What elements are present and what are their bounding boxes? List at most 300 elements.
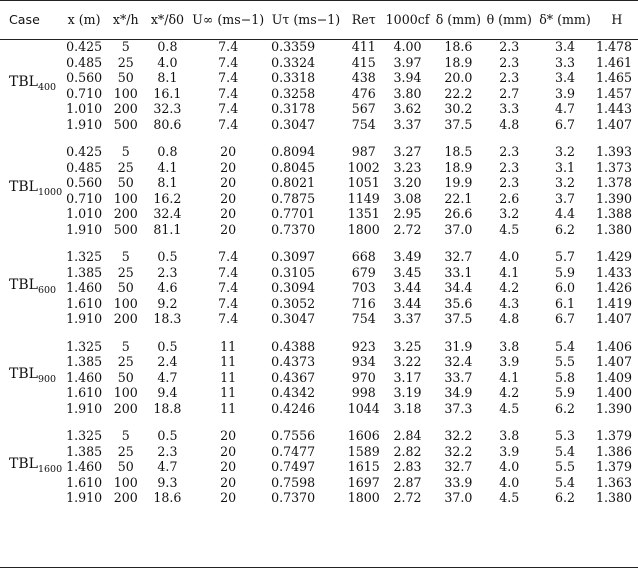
- table-cell: 1051: [347, 175, 380, 190]
- table-cell: 0.3359: [271, 39, 316, 54]
- table-cell: 679: [351, 264, 376, 280]
- table-cell: 1.393: [595, 144, 632, 159]
- table-cell: 1.390: [595, 190, 632, 206]
- table-cell: 2.4: [157, 354, 178, 369]
- table-cell: 0.8045: [271, 159, 316, 175]
- table-cell: 1.385: [66, 264, 103, 280]
- table-cell: 754: [351, 311, 376, 326]
- table-cell: 411: [351, 39, 376, 54]
- table-cell: 3.44: [393, 280, 422, 295]
- table-cell: 20: [220, 159, 237, 175]
- table-cell: 8.1: [157, 175, 178, 190]
- table-cell: 0.5: [157, 249, 178, 264]
- table-cell: 3.08: [393, 190, 422, 206]
- table-cell: 1.379: [595, 459, 632, 474]
- table-cell: 7.4: [218, 39, 239, 54]
- table-cell: 5.4: [554, 474, 575, 490]
- table-cell: 2.83: [393, 459, 422, 474]
- table-cell: 0.4373: [271, 354, 316, 369]
- table-cell: 0.4342: [271, 385, 316, 400]
- table-cell: 0.8: [157, 144, 178, 159]
- case-subscript: 400: [37, 82, 57, 94]
- table-cell: 7.4: [218, 249, 239, 264]
- table-cell: 1.386: [595, 443, 632, 459]
- table-cell: 2.3: [499, 159, 520, 175]
- group-gap: [0, 327, 638, 339]
- table-row: [0, 160, 638, 176]
- table-row: [0, 280, 638, 296]
- table-cell: 80.6: [153, 116, 182, 132]
- table-cell: 5.5: [554, 459, 575, 474]
- case-label: [0, 249, 62, 327]
- table-cell: 0.7598: [271, 474, 316, 490]
- table-cell: 1.406: [595, 338, 632, 354]
- table-cell: 1.010: [66, 206, 103, 221]
- table-cell: 81.1: [153, 221, 182, 237]
- table-cell: 4.2: [499, 385, 520, 400]
- header-H: H: [611, 12, 623, 27]
- table-cell: 5: [121, 338, 130, 354]
- table-cell: 970: [351, 369, 376, 385]
- table-row: [0, 428, 638, 444]
- table-row: [0, 175, 638, 191]
- case-label: [0, 39, 62, 132]
- table-cell: 3.80: [393, 85, 422, 101]
- table-cell: 4.8: [499, 116, 520, 132]
- table-cell: 11: [220, 400, 237, 416]
- table-cell: 20: [220, 459, 237, 474]
- table-cell: 1.379: [595, 428, 632, 443]
- table-cell: 25: [117, 54, 134, 70]
- table-cell: 1.390: [595, 400, 632, 416]
- table-cell: 703: [351, 280, 376, 295]
- table-cell: 25: [117, 159, 134, 175]
- table-bottom-rule: [0, 567, 638, 568]
- table-cell: 200: [113, 490, 138, 505]
- table-cell: 1.373: [595, 159, 632, 175]
- table-cell: 3.37: [393, 116, 422, 132]
- table-cell: 2.3: [499, 70, 520, 85]
- table-cell: 30.2: [444, 101, 473, 116]
- data-table: [0, 12, 638, 506]
- table-cell: 3.22: [393, 354, 422, 369]
- table-cell: 18.5: [444, 144, 473, 159]
- table-cell: 476: [351, 85, 376, 101]
- table-cell: 4.00: [393, 39, 422, 54]
- table-cell: 3.9: [499, 354, 520, 369]
- table-cell: 3.3: [499, 101, 520, 116]
- table-cell: 0.8094: [271, 144, 316, 159]
- table-cell: 1002: [347, 159, 380, 175]
- table-cell: 1.407: [595, 354, 632, 369]
- table-cell: 0.3047: [271, 311, 316, 326]
- table-cell: 18.3: [153, 311, 182, 326]
- table-cell: 0.3105: [271, 264, 316, 280]
- table-cell: 37.5: [444, 311, 473, 326]
- table-cell: 3.1: [554, 159, 575, 175]
- table-cell: 20: [220, 428, 237, 443]
- table-cell: 567: [351, 101, 376, 116]
- table-cell: 1615: [347, 459, 380, 474]
- table-cell: 0.3094: [271, 280, 316, 295]
- table-row: [0, 101, 638, 117]
- table-cell: 0.5: [157, 428, 178, 443]
- table-cell: 5: [121, 428, 130, 443]
- table-top-rule: [0, 0, 638, 1]
- table-cell: 3.18: [393, 400, 422, 416]
- table-cell: 9.4: [157, 385, 178, 400]
- table-cell: 20: [220, 175, 237, 190]
- header-xh: x*/h: [112, 12, 139, 27]
- table-cell: 1.610: [66, 474, 103, 490]
- table-cell: 1.010: [66, 101, 103, 116]
- table-cell: 33.1: [444, 264, 473, 280]
- table-row: [0, 354, 638, 370]
- table-cell: 2.3: [499, 54, 520, 70]
- table-cell: 1.385: [66, 443, 103, 459]
- table-cell: 3.2: [554, 175, 575, 190]
- table-cell: 3.45: [393, 264, 422, 280]
- table-cell: 4.1: [499, 264, 520, 280]
- table-cell: 20: [220, 474, 237, 490]
- table-cell: 3.9: [554, 85, 575, 101]
- table-cell: 31.9: [444, 338, 473, 354]
- table-cell: 1.380: [595, 221, 632, 237]
- table-cell: 50: [117, 369, 134, 385]
- table-cell: 11: [220, 338, 237, 354]
- table-cell: 4.7: [157, 459, 178, 474]
- table-cell: 32.7: [444, 249, 473, 264]
- table-cell: 9.3: [157, 474, 178, 490]
- table-row: [0, 191, 638, 207]
- table-cell: 50: [117, 70, 134, 85]
- table-cell: 1.610: [66, 385, 103, 400]
- table-cell: 5: [121, 39, 130, 54]
- table-cell: 2.72: [393, 490, 422, 505]
- table-row: [0, 385, 638, 401]
- table-cell: 2.3: [157, 264, 178, 280]
- table-cell: 4.0: [499, 249, 520, 264]
- header-cf: 1000cf: [385, 12, 430, 27]
- table-cell: 4.2: [499, 280, 520, 295]
- table-cell: 50: [117, 175, 134, 190]
- case-name: TBL: [9, 276, 38, 293]
- table-cell: 0.560: [66, 70, 103, 85]
- table-cell: 4.6: [157, 280, 178, 295]
- table-cell: 1.409: [595, 369, 632, 385]
- table-row: [0, 117, 638, 133]
- table-cell: 1.610: [66, 295, 103, 311]
- table-cell: 4.7: [554, 101, 575, 116]
- table-cell: 4.8: [499, 311, 520, 326]
- table-cell: 0.710: [66, 190, 103, 206]
- table-cell: 1.460: [66, 369, 103, 385]
- table-cell: 16.2: [153, 190, 182, 206]
- table-cell: 2.72: [393, 221, 422, 237]
- table-cell: 4.0: [499, 474, 520, 490]
- table-header: [0, 12, 638, 39]
- table-cell: 0.3258: [271, 85, 316, 101]
- table-row: [0, 490, 638, 506]
- table-cell: 7.4: [218, 311, 239, 326]
- table-cell: 100: [113, 385, 138, 400]
- table-cell: 0.7370: [271, 490, 316, 505]
- table-cell: 26.6: [444, 206, 473, 221]
- table-cell: 1.407: [595, 116, 632, 132]
- table-cell: 1.910: [66, 116, 103, 132]
- table-cell: 0.7556: [271, 428, 316, 443]
- table-cell: 3.4: [554, 70, 575, 85]
- case-subscript: 600: [37, 284, 57, 296]
- table-cell: 1.910: [66, 221, 103, 237]
- table-cell: 11: [220, 385, 237, 400]
- table-cell: 4.5: [499, 490, 520, 505]
- case-subscript: 1600: [37, 463, 63, 475]
- table-cell: 4.1: [499, 369, 520, 385]
- case-name: TBL: [9, 179, 38, 196]
- table-cell: 5: [121, 144, 130, 159]
- table-cell: 2.7: [499, 85, 520, 101]
- table-cell: 500: [113, 116, 138, 132]
- group-gap: [0, 416, 638, 428]
- table-cell: 20: [220, 443, 237, 459]
- table-cell: 2.3: [499, 175, 520, 190]
- table-cell: 200: [113, 311, 138, 326]
- table-cell: 5.9: [554, 264, 575, 280]
- table-cell: 32.7: [444, 459, 473, 474]
- table-row: [0, 459, 638, 475]
- table-cell: 0.3097: [271, 249, 316, 264]
- table-cell: 6.7: [554, 116, 575, 132]
- table-cell: 50: [117, 459, 134, 474]
- table-cell: 1.910: [66, 400, 103, 416]
- table-cell: 1.325: [66, 338, 103, 354]
- table-cell: 20: [220, 490, 237, 505]
- table-cell: 3.8: [499, 428, 520, 443]
- table-cell: 3.23: [393, 159, 422, 175]
- table-cell: 0.710: [66, 85, 103, 101]
- table-cell: 0.7477: [271, 443, 316, 459]
- table-cell: 1.443: [595, 101, 632, 116]
- table-cell: 18.9: [444, 54, 473, 70]
- case-subscript: 900: [37, 373, 57, 385]
- table-cell: 33.9: [444, 474, 473, 490]
- table-cell: 3.9: [499, 443, 520, 459]
- table-cell: 1.910: [66, 490, 103, 505]
- table-cell: 1.457: [595, 85, 632, 101]
- table-cell: 0.4246: [271, 400, 316, 416]
- table-cell: 32.3: [153, 101, 182, 116]
- table-cell: 32.4: [153, 206, 182, 221]
- table-cell: 0.7370: [271, 221, 316, 237]
- table-cell: 4.5: [499, 221, 520, 237]
- header-re: Reτ: [351, 12, 376, 27]
- table-row: [0, 144, 638, 160]
- case-label: [0, 428, 62, 506]
- table-cell: 1.426: [595, 280, 632, 295]
- group-gap: [0, 237, 638, 249]
- table-cell: 7.4: [218, 101, 239, 116]
- table-cell: 3.49: [393, 249, 422, 264]
- table-cell: 3.2: [554, 144, 575, 159]
- case-name: TBL: [9, 366, 38, 383]
- table-cell: 0.3052: [271, 295, 316, 311]
- table-cell: 2.95: [393, 206, 422, 221]
- table-cell: 1.433: [595, 264, 632, 280]
- table-cell: 1.461: [595, 54, 632, 70]
- table-cell: 7.4: [218, 264, 239, 280]
- table-cell: 1697: [347, 474, 380, 490]
- table-cell: 32.4: [444, 354, 473, 369]
- table-cell: 2.3: [157, 443, 178, 459]
- case-name: TBL: [9, 74, 38, 91]
- table-cell: 1.910: [66, 311, 103, 326]
- table-cell: 4.0: [157, 54, 178, 70]
- table-cell: 5.4: [554, 443, 575, 459]
- table-cell: 716: [351, 295, 376, 311]
- table-cell: 8.1: [157, 70, 178, 85]
- table-cell: 11: [220, 369, 237, 385]
- table-row: [0, 475, 638, 491]
- table-cell: 6.7: [554, 311, 575, 326]
- table-cell: 18.9: [444, 159, 473, 175]
- table-cell: 20: [220, 144, 237, 159]
- table-cell: 34.9: [444, 385, 473, 400]
- table-cell: 0.4367: [271, 369, 316, 385]
- table-cell: 3.20: [393, 175, 422, 190]
- table-cell: 1.460: [66, 459, 103, 474]
- table-cell: 0.3047: [271, 116, 316, 132]
- table-cell: 100: [113, 295, 138, 311]
- table-cell: 0.3324: [271, 54, 316, 70]
- case-label: [0, 339, 62, 417]
- table-cell: 923: [351, 338, 376, 354]
- table-row: [0, 206, 638, 222]
- table-cell: 1589: [347, 443, 380, 459]
- table-cell: 37.0: [444, 221, 473, 237]
- table-cell: 1.460: [66, 280, 103, 295]
- table-cell: 5.9: [554, 385, 575, 400]
- table-cell: 25: [117, 264, 134, 280]
- table-cell: 34.4: [444, 280, 473, 295]
- table-cell: 1800: [347, 221, 380, 237]
- table-cell: 1149: [347, 190, 380, 206]
- header-case: Case: [9, 12, 40, 27]
- table-cell: 1.325: [66, 249, 103, 264]
- table-cell: 7.4: [218, 70, 239, 85]
- table-cell: 987: [351, 144, 376, 159]
- table-cell: 3.94: [393, 70, 422, 85]
- table-cell: 1.380: [595, 490, 632, 505]
- table-cell: 3.7: [554, 190, 575, 206]
- table-cell: 100: [113, 190, 138, 206]
- table-cell: 998: [351, 385, 376, 400]
- table-row: [0, 249, 638, 265]
- table-cell: 200: [113, 206, 138, 221]
- table-cell: 35.6: [444, 295, 473, 311]
- table-cell: 1.478: [595, 39, 632, 54]
- table-row: [0, 39, 638, 55]
- table-cell: 3.27: [393, 144, 422, 159]
- table-cell: 3.44: [393, 295, 422, 311]
- table-cell: 2.6: [499, 190, 520, 206]
- table-cell: 1.429: [595, 249, 632, 264]
- table-cell: 3.19: [393, 385, 422, 400]
- table-cell: 18.6: [444, 39, 473, 54]
- table-cell: 5: [121, 249, 130, 264]
- table-cell: 0.7701: [271, 206, 316, 221]
- table-cell: 32.2: [444, 428, 473, 443]
- table-cell: 6.2: [554, 221, 575, 237]
- table-cell: 1.378: [595, 175, 632, 190]
- table-cell: 20: [220, 206, 237, 221]
- table-cell: 4.1: [157, 159, 178, 175]
- table-cell: 2.87: [393, 474, 422, 490]
- table-cell: 7.4: [218, 85, 239, 101]
- table-cell: 7.4: [218, 295, 239, 311]
- table-cell: 2.3: [499, 144, 520, 159]
- table-cell: 50: [117, 280, 134, 295]
- table-cell: 3.3: [554, 54, 575, 70]
- header-x: x (m): [67, 12, 101, 27]
- table-cell: 3.37: [393, 311, 422, 326]
- table-cell: 3.97: [393, 54, 422, 70]
- table-cell: 18.8: [153, 400, 182, 416]
- table-cell: 22.1: [444, 190, 473, 206]
- table-cell: 37.5: [444, 116, 473, 132]
- table-cell: 1.385: [66, 354, 103, 369]
- table-cell: 32.2: [444, 443, 473, 459]
- table-cell: 4.7: [157, 369, 178, 385]
- table-cell: 6.2: [554, 400, 575, 416]
- table-cell: 3.4: [554, 39, 575, 54]
- table-cell: 0.485: [66, 54, 103, 70]
- group-gap: [0, 132, 638, 144]
- case-subscript: 1000: [37, 187, 63, 199]
- table-cell: 25: [117, 354, 134, 369]
- header-delta: δ (mm): [435, 12, 482, 27]
- table-cell: 668: [351, 249, 376, 264]
- table-cell: 3.2: [499, 206, 520, 221]
- table-cell: 7.4: [218, 54, 239, 70]
- table-cell: 1.388: [595, 206, 632, 221]
- table-cell: 0.3318: [271, 70, 316, 85]
- table-cell: 5.4: [554, 338, 575, 354]
- table-cell: 1800: [347, 490, 380, 505]
- table-cell: 7.4: [218, 280, 239, 295]
- table-cell: 0.8: [157, 39, 178, 54]
- table-cell: 500: [113, 221, 138, 237]
- table-row: [0, 55, 638, 71]
- table-cell: 33.7: [444, 369, 473, 385]
- table-cell: 0.7497: [271, 459, 316, 474]
- table-cell: 37.3: [444, 400, 473, 416]
- table-row: [0, 311, 638, 327]
- table-body: [0, 39, 638, 506]
- table-cell: 5.8: [554, 369, 575, 385]
- table-cell: 3.8: [499, 338, 520, 354]
- table-row: [0, 86, 638, 102]
- table-cell: 1.465: [595, 70, 632, 85]
- table-cell: 4.3: [499, 295, 520, 311]
- table-cell: 0.8021: [271, 175, 316, 190]
- table-cell: 100: [113, 85, 138, 101]
- table-cell: 2.3: [499, 39, 520, 54]
- table-cell: 1.325: [66, 428, 103, 443]
- table-row: [0, 265, 638, 281]
- header-utau: Uτ (ms−1): [271, 12, 341, 27]
- table-cell: 3.17: [393, 369, 422, 385]
